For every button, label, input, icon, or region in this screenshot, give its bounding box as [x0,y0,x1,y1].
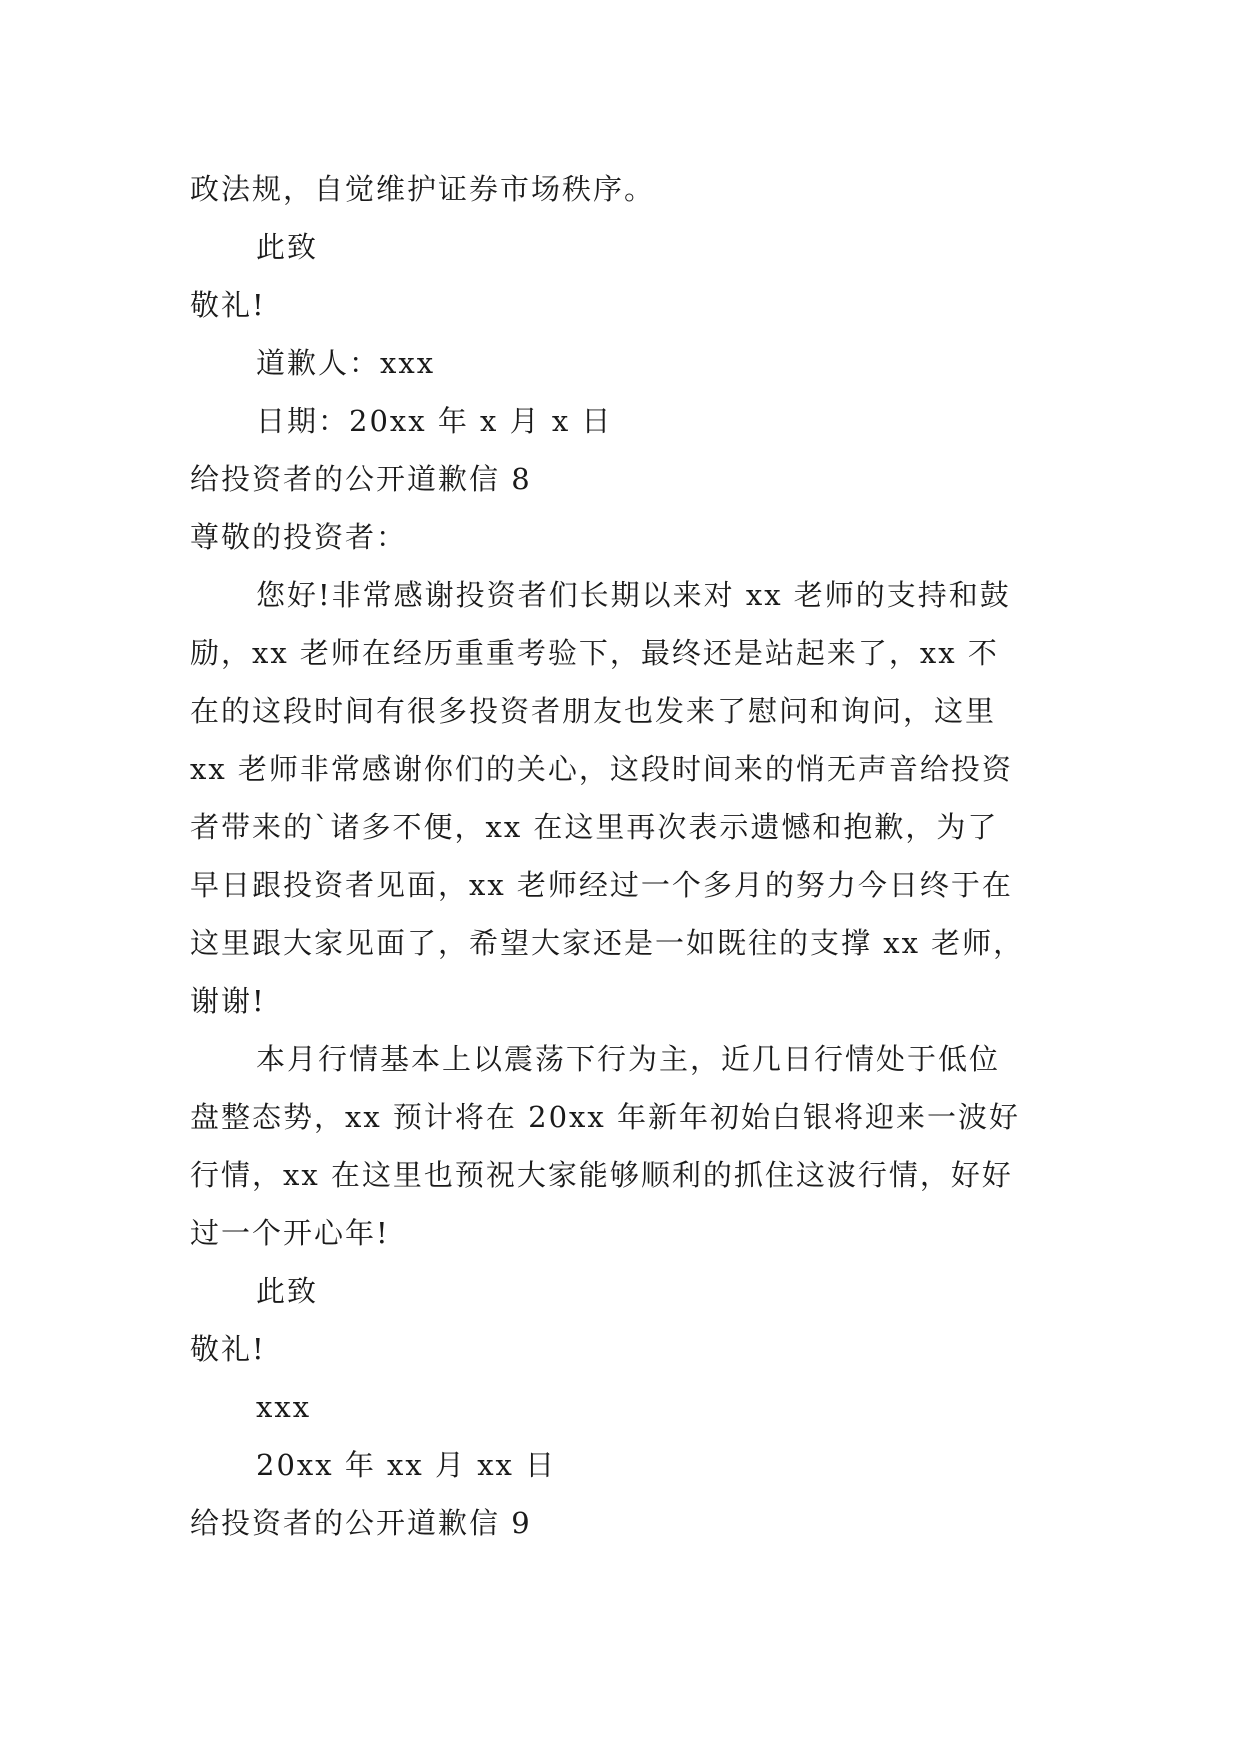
paragraph-line: xx 老师非常感谢你们的关心，这段时间来的悄无声音给投资 [190,752,1013,786]
signer: 道歉人：xxx [256,346,436,380]
paragraph-line: 过一个开心年! [190,1216,390,1250]
paragraph-line: 早日跟投资者见面，xx 老师经过一个多月的努力今日终于在 [190,868,1013,902]
salutation-jingli: 敬礼! [190,288,266,322]
paragraph-line: 行情，xx 在这里也预祝大家能够顺利的抓住这波行情，好好 [190,1158,1013,1192]
letter-8-salutation-jingli: 敬礼! [190,1332,266,1366]
paragraph-line: 在的这段时间有很多投资者朋友也发来了慰问和询问，这里 [190,694,997,728]
letter-8-signer: xxx [256,1390,312,1424]
paragraph-line: 您好!非常感谢投资者们长期以来对 xx 老师的支持和鼓 [256,578,1011,612]
paragraph-line: 励，xx 老师在经历重重考验下，最终还是站起来了，xx 不 [190,636,999,670]
letter-8-date: 20xx 年 xx 月 xx 日 [256,1448,557,1482]
date: 日期：20xx 年 x 月 x 日 [256,404,613,438]
salutation-cizhi: 此致 [256,230,319,264]
document-page [190,160,1070,1552]
letter-8-paragraph-1 [190,566,1070,1030]
paragraph-line: 本月行情基本上以震荡下行为主，近几日行情处于低位 [256,1042,1001,1076]
paragraph-line: 盘整态势，xx 预计将在 20xx 年新年初始白银将迎来一波好 [190,1100,1020,1134]
letter-8-title: 给投资者的公开道歉信 8 [190,462,532,496]
letter-8-salutation-cizhi: 此致 [256,1274,319,1308]
letter-9-title: 给投资者的公开道歉信 9 [190,1506,532,1540]
paragraph-line: 者带来的`诸多不便，xx 在这里再次表示遗憾和抱歉，为了 [190,810,999,844]
letter-8-paragraph-2 [190,1030,1070,1262]
letter-8-greeting: 尊敬的投资者： [190,520,408,554]
paragraph-line: 谢谢! [190,984,266,1018]
paragraph-line: 这里跟大家见面了，希望大家还是一如既往的支撑 xx 老师， [190,926,1025,960]
closing-line: 政法规，自觉维护证券市场秩序。 [190,172,656,206]
